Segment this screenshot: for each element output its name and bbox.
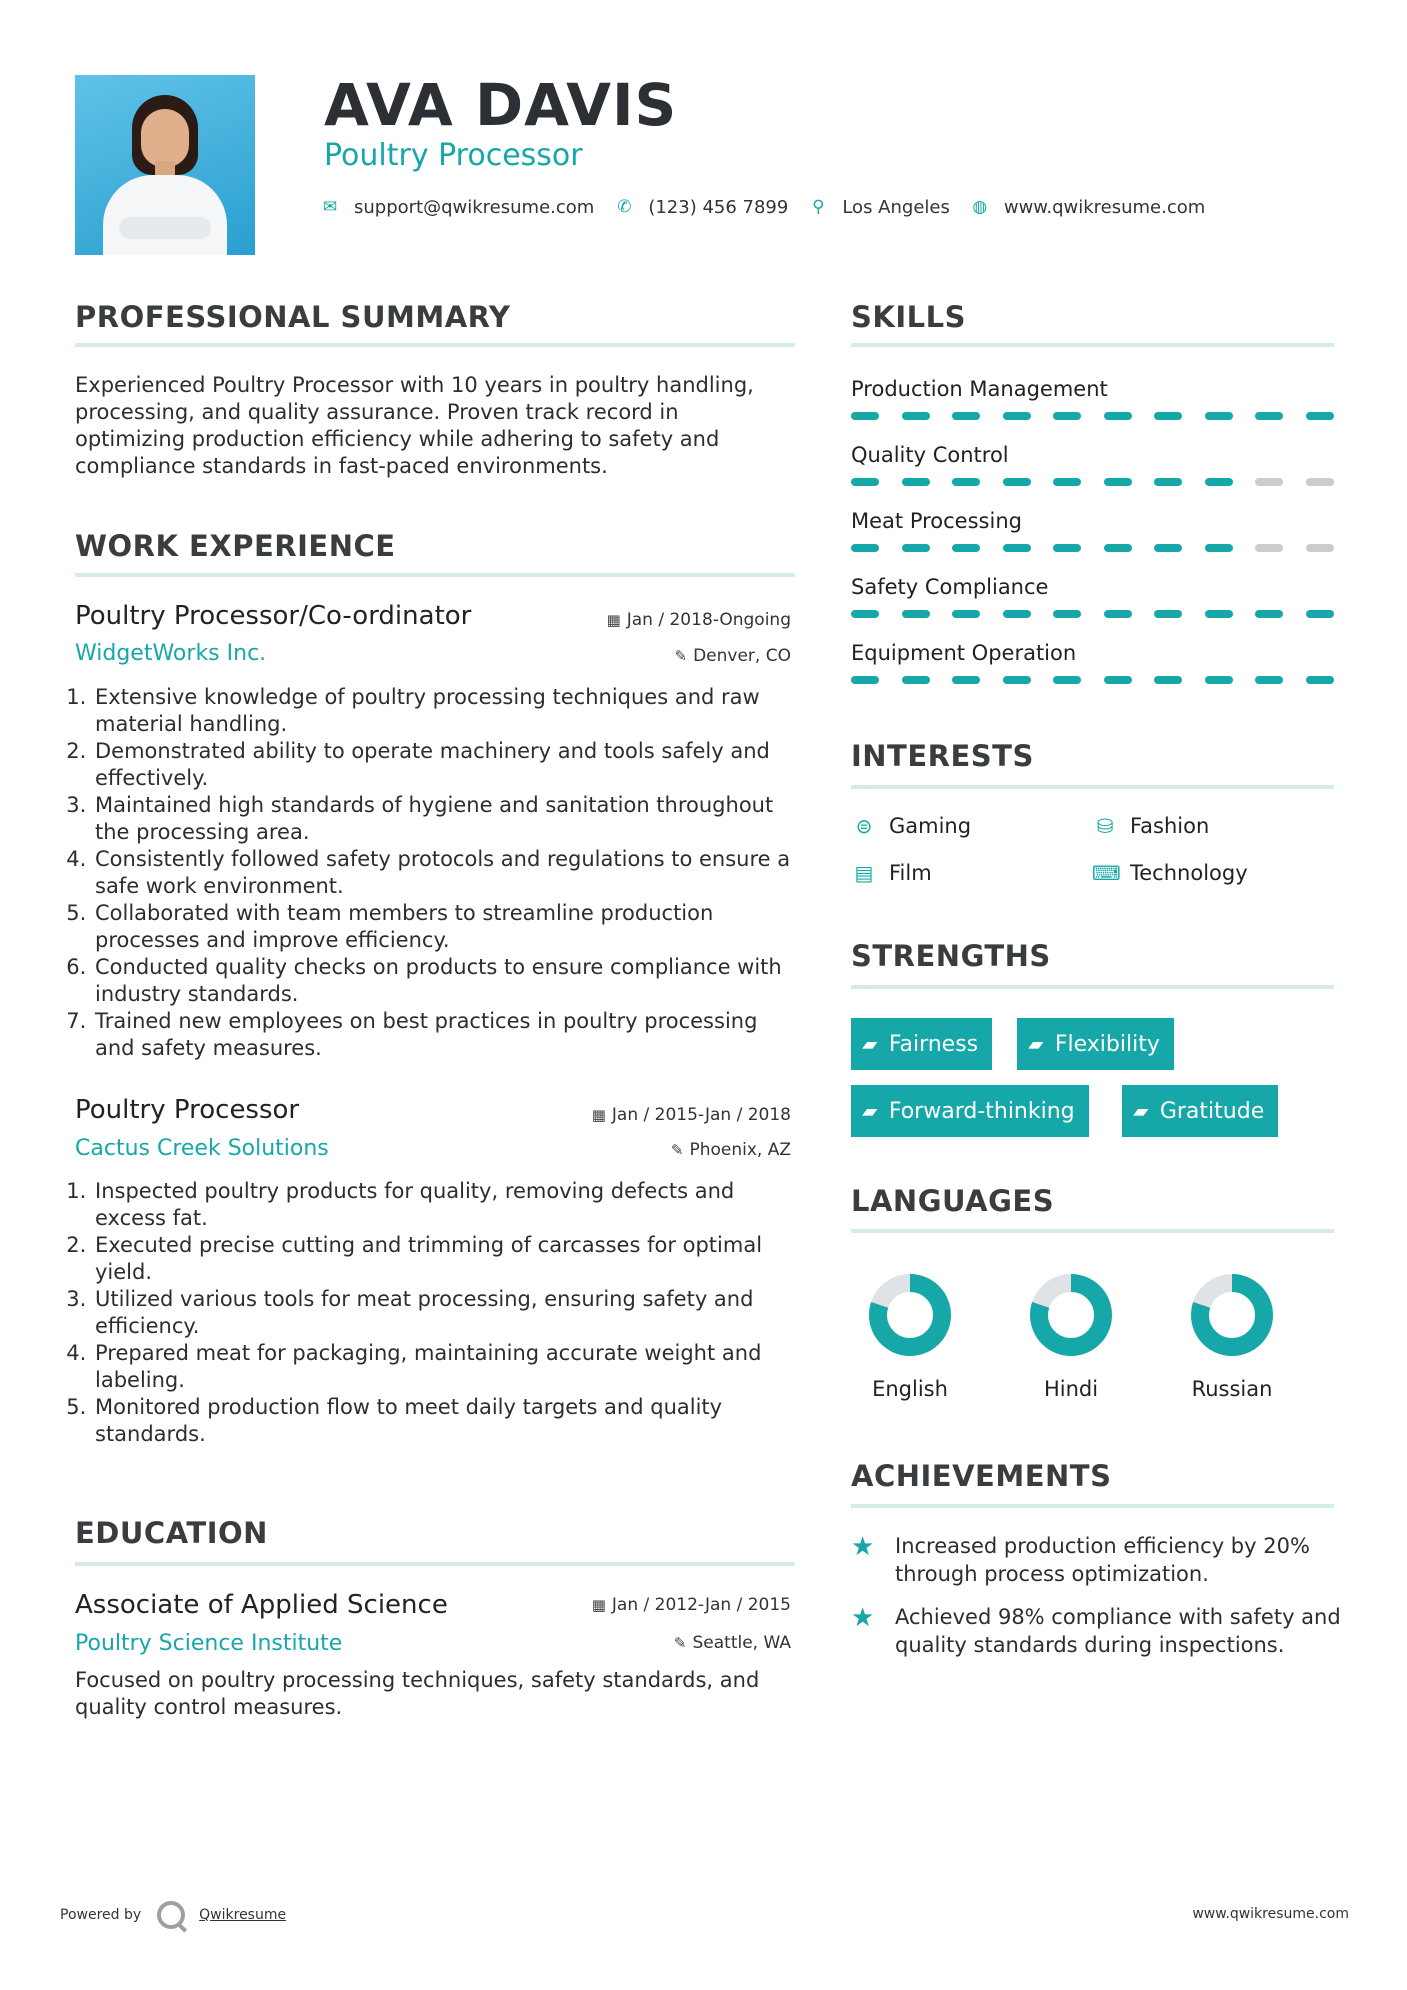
- degree-title: Associate of Applied Science: [75, 1590, 448, 1620]
- calendar-icon: ▦: [591, 1596, 606, 1614]
- candidate-name: AVA DAVIS: [324, 71, 678, 139]
- skill-level-dash: [1205, 676, 1233, 684]
- skill-level-dash: [1003, 676, 1031, 684]
- skill-level-dash: [851, 478, 879, 486]
- skill-level-dash: [1104, 544, 1132, 552]
- skill-level-dash: [1255, 478, 1283, 486]
- interest-gaming: ⊜ Gaming: [851, 813, 971, 839]
- shopping-bag-icon: ⛁: [1096, 814, 1114, 838]
- list-item: 2. Executed precise cutting and trimming of carcasses for optimal yield.: [93, 1232, 796, 1286]
- star-icon: ★: [851, 1532, 875, 1562]
- summary-heading: PROFESSIONAL SUMMARY: [75, 300, 511, 334]
- list-item: 5. Collaborated with team members to streamline production processes and improve efficiency.: [93, 900, 796, 954]
- phone-icon: ✆: [617, 197, 632, 217]
- strength-tag: ▰ Fairness: [851, 1018, 992, 1070]
- job-title: Poultry Processor: [75, 1095, 300, 1125]
- achievements-heading: ACHIEVEMENTS: [851, 1459, 1112, 1493]
- language-hindi: [1016, 1272, 1126, 1402]
- job-bullets: [70, 684, 796, 1062]
- skill-level-dash: [851, 412, 879, 420]
- skill-level-dash: [902, 544, 930, 552]
- list-item: 2. Demonstrated ability to operate machinery and tools safely and effectively.: [93, 738, 796, 792]
- skill-level-dash: [1053, 544, 1081, 552]
- strength-tag: ▰ Gratitude: [1122, 1085, 1278, 1137]
- skill-level-dash: [902, 412, 930, 420]
- summary-text: Experienced Poultry Processor with 10 years in poultry handling, processing, and quality assurance. Proven track record in optimizing production efficiency while adhering to safety and compliance standards in fast-paced environments.: [75, 373, 754, 478]
- skill-level-bar: [851, 412, 1334, 422]
- gamepad-icon: ⊜: [855, 814, 873, 838]
- language-english: [855, 1272, 965, 1402]
- company-name: WidgetWorks Inc.: [75, 641, 267, 666]
- footer-url[interactable]: www.qwikresume.com: [1192, 1906, 1349, 1922]
- map-marker-icon: ⚲: [812, 197, 825, 217]
- language-label: Russian: [1191, 1377, 1273, 1401]
- summary-divider: [75, 343, 795, 347]
- skill-level-dash: [1205, 610, 1233, 618]
- education-heading: EDUCATION: [75, 1516, 268, 1550]
- interest-fashion: ⛁ Fashion: [1092, 813, 1209, 839]
- language-level-ring: [1028, 1272, 1114, 1358]
- interests-heading: INTERESTS: [851, 739, 1034, 773]
- skill-level-dash: [1104, 610, 1132, 618]
- job-location: ✎ Denver, CO: [674, 646, 791, 666]
- globe-icon: ◍: [972, 197, 988, 217]
- skill-level-dash: [1003, 478, 1031, 486]
- achievements-divider: [851, 1504, 1334, 1508]
- skill-level-dash: [1154, 478, 1182, 486]
- skill-level-dash: [1255, 610, 1283, 618]
- job-dates: ▦ Jan / 2018-Ongoing: [606, 610, 791, 630]
- skill-level-dash: [1154, 610, 1182, 618]
- pushpin-icon: ✎: [673, 1634, 687, 1652]
- language-russian: [1177, 1272, 1287, 1402]
- contact-email[interactable]: ✉ support@qwikresume.com: [322, 196, 595, 218]
- job-title: Poultry Processor/Co-ordinator: [75, 601, 472, 631]
- list-item: 3. Utilized various tools for meat processing, ensuring safety and efficiency.: [93, 1286, 796, 1340]
- skill-level-dash: [1154, 676, 1182, 684]
- language-label: Hindi: [1043, 1377, 1099, 1401]
- laptop-icon: ⌨: [1092, 861, 1121, 885]
- skill-level-bar: [851, 478, 1334, 488]
- qwikresume-logo-icon: [157, 1901, 185, 1929]
- skill-level-dash: [851, 610, 879, 618]
- school-name: Poultry Science Institute: [75, 1631, 343, 1656]
- languages-divider: [851, 1229, 1334, 1233]
- skill-level-dash: [1255, 412, 1283, 420]
- skill-level-dash: [952, 610, 980, 618]
- skill-level-dash: [1003, 412, 1031, 420]
- skill-level-dash: [1154, 412, 1182, 420]
- skill-level-bar: [851, 544, 1334, 554]
- book-icon: ▰: [1131, 1100, 1151, 1122]
- skill-level-dash: [1306, 544, 1334, 552]
- contact-website[interactable]: ◍ www.qwikresume.com: [972, 196, 1206, 218]
- skill-level-dash: [1053, 676, 1081, 684]
- strengths-heading: STRENGTHS: [851, 939, 1051, 973]
- achievement-item: ★ Increased production efficiency by 20% through process optimization.: [851, 1532, 1310, 1586]
- skill-level-dash: [902, 478, 930, 486]
- footer-powered-by: Powered by Qwikresume: [60, 1901, 286, 1929]
- calendar-icon: ▦: [591, 1106, 606, 1124]
- skill-level-dash: [1104, 478, 1132, 486]
- skill-level-dash: [952, 676, 980, 684]
- skills-divider: [851, 343, 1334, 347]
- experience-divider: [75, 573, 795, 577]
- experience-heading: WORK EXPERIENCE: [75, 529, 396, 563]
- skill-level-dash: [851, 544, 879, 552]
- language-level-ring: [867, 1272, 953, 1358]
- skill-level-dash: [902, 610, 930, 618]
- strength-tag: ▰ Flexibility: [1017, 1018, 1174, 1070]
- interest-technology: ⌨ Technology: [1092, 861, 1248, 885]
- list-item: 1. Inspected poultry products for quality, removing defects and excess fat.: [93, 1178, 796, 1232]
- skill-level-dash: [1205, 478, 1233, 486]
- skill-level-dash: [1205, 412, 1233, 420]
- list-item: 5. Monitored production flow to meet daily targets and quality standards.: [93, 1394, 796, 1448]
- book-icon: ▰: [860, 1100, 880, 1122]
- skill-level-dash: [902, 676, 930, 684]
- education-dates: ▦ Jan / 2012-Jan / 2015: [591, 1595, 791, 1615]
- skill-label: Safety Compliance: [851, 575, 1049, 599]
- skill-level-dash: [1053, 412, 1081, 420]
- skill-label: Quality Control: [851, 443, 1009, 467]
- list-item: 4. Prepared meat for packaging, maintaining accurate weight and labeling.: [93, 1340, 796, 1394]
- contact-bar: [322, 195, 1205, 219]
- job-bullets: [70, 1178, 796, 1448]
- languages-heading: LANGUAGES: [851, 1184, 1055, 1218]
- skill-level-dash: [952, 544, 980, 552]
- skill-level-dash: [1306, 478, 1334, 486]
- skill-level-dash: [1255, 676, 1283, 684]
- skills-heading: SKILLS: [851, 300, 966, 334]
- company-name: Cactus Creek Solutions: [75, 1136, 329, 1161]
- film-icon: ▤: [854, 861, 874, 885]
- education-description: Focused on poultry processing techniques, safety standards, and quality control measures.: [75, 1668, 760, 1719]
- language-label: English: [872, 1377, 948, 1401]
- pushpin-icon: ✎: [674, 647, 688, 665]
- book-icon: ▰: [1026, 1033, 1046, 1055]
- skill-level-dash: [1306, 412, 1334, 420]
- pushpin-icon: ✎: [670, 1141, 684, 1159]
- skill-level-dash: [1104, 676, 1132, 684]
- skill-level-dash: [1053, 478, 1081, 486]
- skill-level-dash: [1003, 544, 1031, 552]
- footer-brand-link[interactable]: Qwikresume: [199, 1907, 287, 1923]
- skill-level-dash: [1205, 544, 1233, 552]
- list-item: 6. Conducted quality checks on products to ensure compliance with industry standards.: [93, 954, 796, 1008]
- interests-divider: [851, 785, 1334, 789]
- contact-phone[interactable]: ✆ (123) 456 7899: [617, 196, 789, 218]
- skill-level-dash: [1255, 544, 1283, 552]
- skill-level-dash: [1003, 610, 1031, 618]
- job-location: ✎ Phoenix, AZ: [670, 1140, 791, 1160]
- strength-tag: ▰ Forward-thinking: [851, 1085, 1089, 1137]
- skill-label: Meat Processing: [851, 509, 1022, 533]
- skill-level-bar: [851, 610, 1334, 620]
- interest-film: ▤ Film: [851, 860, 932, 886]
- book-icon: ▰: [860, 1033, 880, 1055]
- calendar-icon: ▦: [606, 611, 621, 629]
- list-item: 4. Consistently followed safety protocols and regulations to ensure a safe work environment.: [93, 846, 796, 900]
- skill-label: Production Management: [851, 377, 1108, 401]
- skill-level-dash: [1053, 610, 1081, 618]
- skill-level-dash: [952, 478, 980, 486]
- skill-level-dash: [851, 676, 879, 684]
- skill-label: Equipment Operation: [851, 641, 1077, 665]
- education-divider: [75, 1562, 795, 1566]
- envelope-icon: ✉: [322, 197, 338, 217]
- skill-level-bar: [851, 676, 1334, 686]
- skill-level-dash: [1154, 544, 1182, 552]
- job-dates: ▦ Jan / 2015-Jan / 2018: [591, 1105, 791, 1125]
- language-level-ring: [1189, 1272, 1275, 1358]
- list-item: 1. Extensive knowledge of poultry processing techniques and raw material handling.: [93, 684, 796, 738]
- contact-location: ⚲ Los Angeles: [812, 196, 950, 218]
- skill-level-dash: [1104, 412, 1132, 420]
- list-item: 7. Trained new employees on best practices in poultry processing and safety measures.: [93, 1008, 796, 1062]
- education-location: ✎ Seattle, WA: [673, 1633, 791, 1653]
- skill-level-dash: [1306, 676, 1334, 684]
- strengths-divider: [851, 985, 1334, 989]
- list-item: 3. Maintained high standards of hygiene and sanitation throughout the processing area.: [93, 792, 796, 846]
- achievement-item: ★ Achieved 98% compliance with safety and quality standards during inspections.: [851, 1603, 1341, 1657]
- skill-level-dash: [952, 412, 980, 420]
- profile-photo: [75, 75, 255, 255]
- skill-level-dash: [1306, 610, 1334, 618]
- candidate-title: Poultry Processor: [324, 138, 583, 173]
- star-icon: ★: [851, 1603, 875, 1633]
